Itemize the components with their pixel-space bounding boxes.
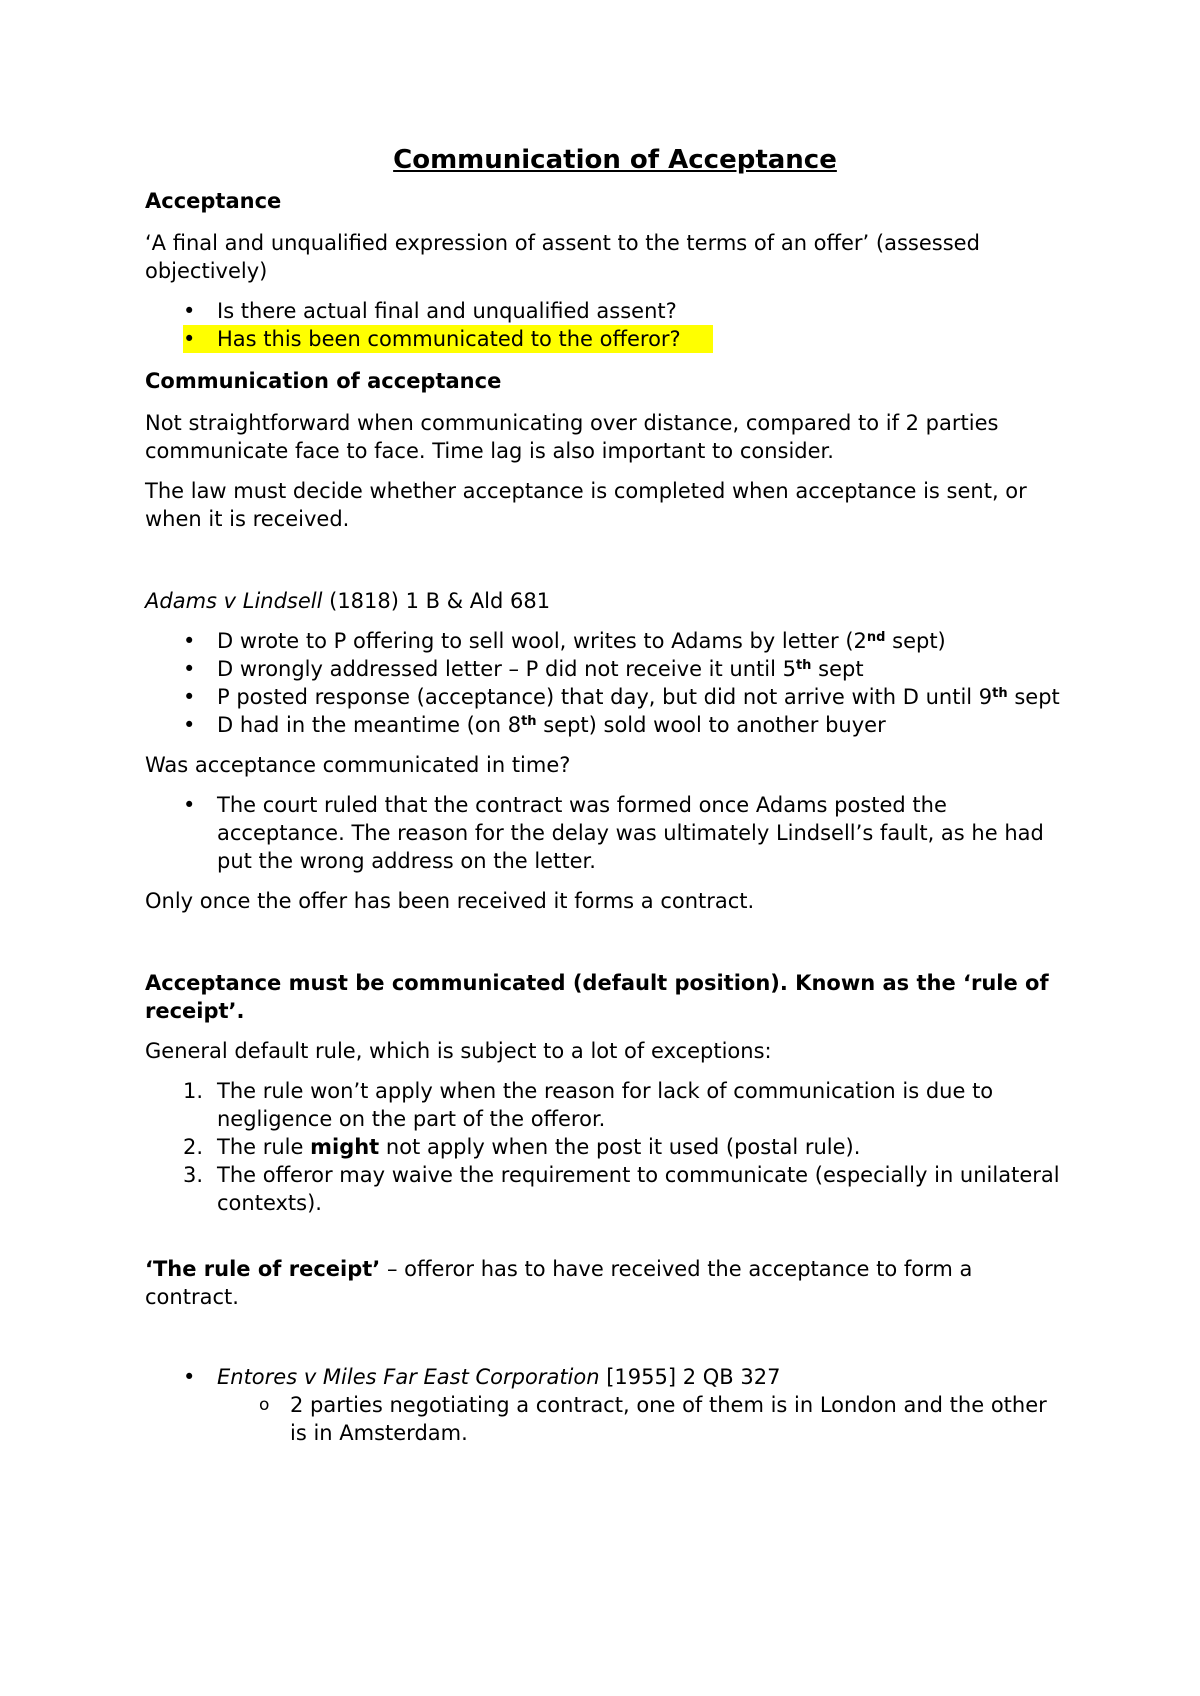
list-item: • The court ruled that the contract was formed once Adams posted the acceptance. The reason for the delay was ultimately Lindsell’s fault, as he had put the wrong address on the letter. — [145, 791, 1065, 875]
exceptions-list — [145, 1077, 1065, 1217]
list-item: o 2 parties negotiating a contract, one of them is in London and the other is in Amsterdam. — [145, 1391, 1065, 1447]
list-item: • D wrote to P offering to sell wool, writes to Adams by letter (2nd sept) — [145, 627, 1065, 655]
paragraph: Only once the offer has been received it forms a contract. — [145, 889, 755, 913]
adams-facts — [145, 627, 1065, 739]
document-body — [145, 143, 1065, 1447]
entores-details — [145, 1391, 1065, 1447]
list-item: 1. The rule won’t apply when the reason for lack of communication is due to negligence on the part of the offeror. — [183, 1079, 994, 1131]
paragraph: The law must decide whether acceptance is completed when acceptance is sent, or when it is received. — [145, 479, 1027, 531]
case-citation: (1818) 1 B & Ald 681 — [322, 589, 551, 613]
rule-of-receipt-definition: ‘The rule of receipt’ – offeror has to have received the acceptance to form a contract. — [145, 1257, 973, 1309]
adams-ruling — [145, 791, 1065, 875]
entores-case — [145, 1363, 1065, 1391]
list-item — [145, 1363, 1065, 1391]
case-citation: [1955] 2 QB 327 — [599, 1365, 781, 1389]
page-title: Communication of Acceptance — [393, 145, 837, 175]
question: Was acceptance communicated in time? — [145, 753, 571, 777]
acceptance-definition: ‘A final and unqualified expression of assent to the terms of an offer’ (assessed objectively) — [145, 231, 980, 283]
section-heading-rule-of-receipt: Acceptance must be communicated (default position). Known as the ‘rule of receipt’. — [145, 971, 1049, 1023]
list-item: • D wrongly addressed letter – P did not receive it until 5th sept — [145, 655, 1065, 683]
bullet-icon: • • — [183, 327, 196, 351]
list-item: 3. The offeror may waive the requirement to communicate (especially in unilateral contexts). — [183, 1163, 1060, 1215]
paragraph: General default rule, which is subject to a lot of exceptions: — [145, 1039, 772, 1063]
section-heading-acceptance: Acceptance — [145, 189, 282, 213]
acceptance-questions — [145, 297, 1065, 353]
list-item-highlighted: • • Has this been communicated to the offeror? — [145, 325, 1065, 353]
list-item: • P posted response (acceptance) that day, but did not arrive with D until 9th sept — [145, 683, 1065, 711]
paragraph: Not straightforward when communicating over distance, compared to if 2 parties communicate face to face. Time lag is also important to consider. — [145, 411, 999, 463]
list-item: • Is there actual final and unqualified assent? — [145, 297, 1065, 325]
case-adams-v-lindsell — [145, 587, 1065, 615]
case-name: Entores v Miles Far East Corporation — [217, 1365, 600, 1389]
list-item: • D had in the meantime (on 8th sept) sold wool to another buyer — [145, 711, 1065, 739]
case-name: Adams v Lindsell — [145, 589, 323, 613]
list-item: 2. The rule might not apply when the post it used (postal rule). — [183, 1135, 861, 1159]
section-heading-communication: Communication of acceptance — [145, 369, 502, 393]
